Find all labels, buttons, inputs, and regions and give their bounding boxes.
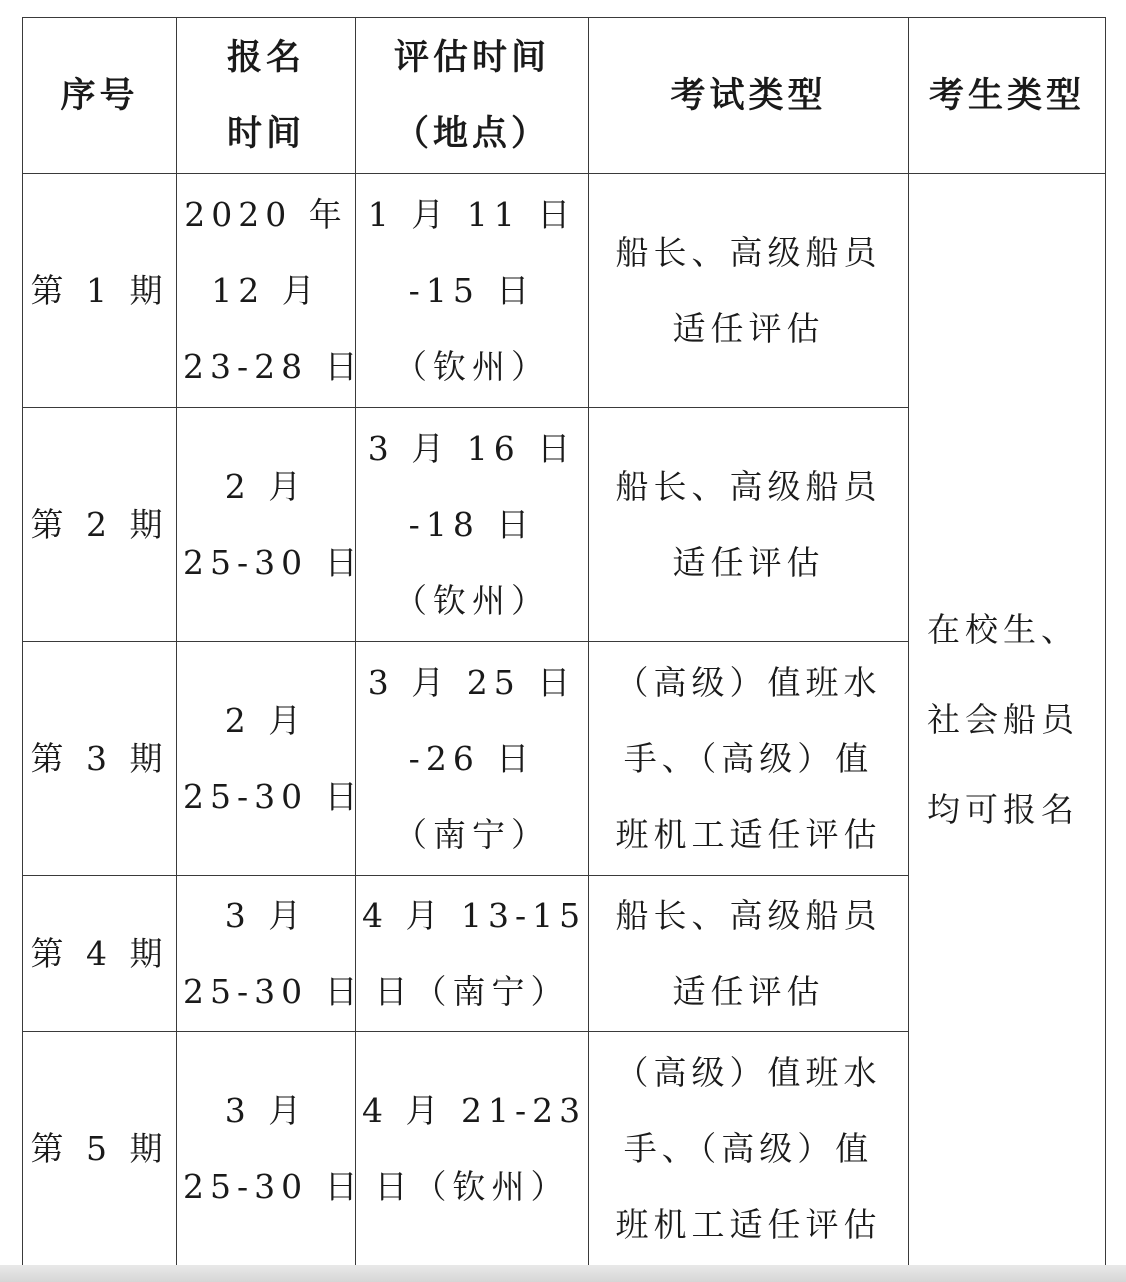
row-seq: 第 3 期 bbox=[23, 642, 177, 876]
register-line: 25-30 日 bbox=[183, 971, 364, 1011]
assess-line: -18 日 bbox=[408, 504, 536, 544]
candidate-type-line: 在校生、 bbox=[927, 609, 1079, 649]
row-seq: 第 4 期 bbox=[23, 876, 177, 1032]
register-line: 2 月 bbox=[224, 700, 308, 740]
row-seq: 第 5 期 bbox=[23, 1032, 177, 1266]
row-register-time bbox=[177, 876, 364, 1032]
register-line: 2020 年 bbox=[184, 194, 348, 234]
assess-line: （钦州） bbox=[394, 346, 550, 386]
assess-line: 3 月 16 日 bbox=[367, 428, 577, 468]
exam-type-line: （高级）值班水 bbox=[615, 1052, 882, 1092]
row-exam-type bbox=[589, 174, 909, 408]
header-register-line1: 报名 bbox=[226, 36, 305, 78]
row-assess-time bbox=[356, 876, 589, 1032]
row-register-time bbox=[177, 174, 364, 408]
exam-type-line: 适任评估 bbox=[672, 542, 825, 582]
register-line: 25-30 日 bbox=[183, 1166, 364, 1206]
exam-type-line: 适任评估 bbox=[672, 308, 825, 348]
exam-type-line: 船长、高级船员 bbox=[615, 232, 882, 272]
row-exam-type bbox=[589, 408, 909, 642]
exam-type-line: 手、（高级）值 bbox=[623, 1128, 874, 1168]
header-assess-line1: 评估时间 bbox=[393, 36, 550, 78]
exam-type-line: （高级）值班水 bbox=[615, 662, 882, 702]
header-assess-time bbox=[356, 18, 589, 174]
header-candidate-type: 考生类型 bbox=[909, 18, 1106, 174]
row-register-time bbox=[177, 642, 364, 876]
assess-line: 4 月 13-15 bbox=[362, 895, 587, 935]
assess-line: （钦州） bbox=[394, 580, 550, 620]
register-line: 2 月 bbox=[224, 466, 308, 506]
assess-line: 1 月 11 日 bbox=[367, 194, 577, 234]
row-assess-time bbox=[356, 642, 589, 876]
assess-line: 日（钦州） bbox=[374, 1166, 570, 1206]
header-assess-line2: （地点） bbox=[393, 112, 550, 154]
row-assess-time bbox=[356, 174, 589, 408]
exam-type-line: 适任评估 bbox=[672, 971, 825, 1011]
register-line: 3 月 bbox=[224, 895, 308, 935]
schedule-table-wrapper bbox=[22, 17, 1105, 1265]
table-row bbox=[23, 174, 1106, 408]
assess-line: -15 日 bbox=[408, 270, 536, 310]
header-register-time bbox=[177, 18, 356, 174]
exam-type-line: 船长、高级船员 bbox=[615, 895, 882, 935]
header-exam-type: 考试类型 bbox=[589, 18, 909, 174]
row-register-time bbox=[177, 408, 364, 642]
bottom-edge-shadow bbox=[0, 1265, 1126, 1282]
register-line: 25-30 日 bbox=[183, 776, 364, 816]
header-register-line2: 时间 bbox=[226, 112, 305, 154]
candidate-type-line: 社会船员 bbox=[927, 699, 1079, 739]
row-seq: 第 1 期 bbox=[23, 174, 177, 408]
header-row bbox=[23, 18, 1106, 174]
assess-line: （南宁） bbox=[394, 814, 550, 854]
register-line: 23-28 日 bbox=[183, 346, 364, 386]
row-seq: 第 2 期 bbox=[23, 408, 177, 642]
row-assess-time bbox=[356, 1032, 589, 1266]
register-line: 12 月 bbox=[211, 270, 321, 310]
assess-line: 日（南宁） bbox=[374, 971, 570, 1011]
candidate-type-cell bbox=[909, 174, 1106, 1266]
register-line: 3 月 bbox=[224, 1090, 308, 1130]
row-exam-type bbox=[589, 1032, 909, 1266]
header-seq: 序号 bbox=[23, 18, 177, 174]
row-exam-type bbox=[589, 876, 909, 1032]
assess-line: -26 日 bbox=[408, 738, 536, 778]
candidate-type-line: 均可报名 bbox=[927, 789, 1079, 829]
assessment-schedule-table bbox=[22, 17, 1106, 1266]
row-assess-time bbox=[356, 408, 589, 642]
assess-line: 4 月 21-23 bbox=[362, 1090, 587, 1130]
row-exam-type bbox=[589, 642, 909, 876]
assess-line: 3 月 25 日 bbox=[367, 662, 577, 702]
exam-type-line: 班机工适任评估 bbox=[615, 1204, 882, 1244]
exam-type-line: 船长、高级船员 bbox=[615, 466, 882, 506]
register-line: 25-30 日 bbox=[183, 542, 364, 582]
row-register-time bbox=[177, 1032, 364, 1266]
exam-type-line: 手、（高级）值 bbox=[623, 738, 874, 778]
exam-type-line: 班机工适任评估 bbox=[615, 814, 882, 854]
